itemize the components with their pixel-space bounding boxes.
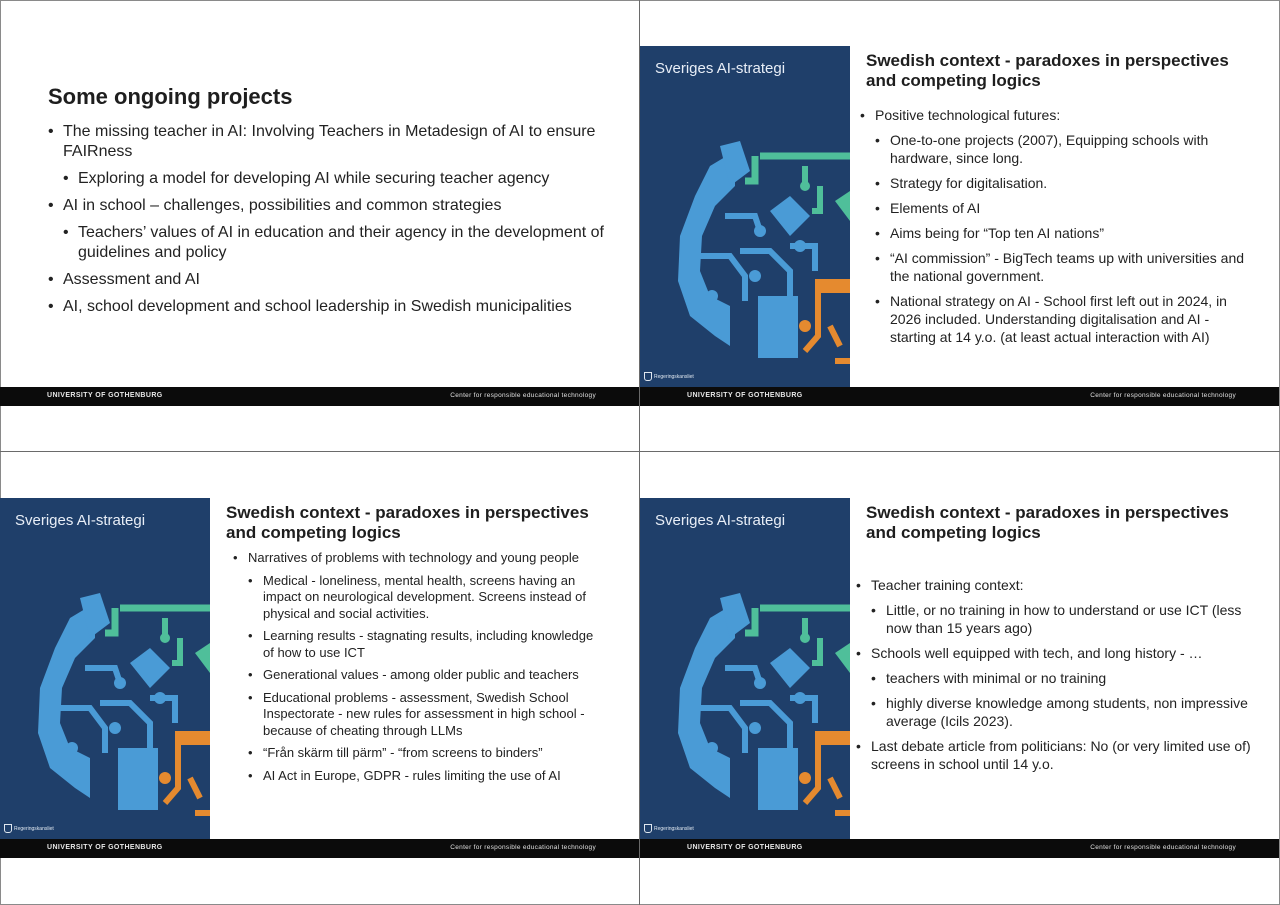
slide-1 bbox=[0, 0, 639, 451]
cover-logo bbox=[4, 824, 54, 833]
bullet-item: • Strategy for digitalisation. bbox=[875, 174, 1255, 192]
footer-bar bbox=[0, 839, 639, 858]
bullet-item: • Generational values - among older public and teachers bbox=[248, 667, 605, 684]
cover-logo bbox=[644, 824, 694, 833]
bullet-item: • Last debate article from politicians: No (or very limited use of) screens in school until 14 y.o. bbox=[856, 737, 1256, 773]
cover-image bbox=[640, 46, 850, 387]
crest-icon bbox=[644, 372, 652, 381]
bullet-list bbox=[233, 550, 605, 784]
cover-logo bbox=[644, 372, 694, 381]
footer-center: Center for responsible educational technology bbox=[450, 844, 596, 851]
bullet-list bbox=[856, 576, 1256, 773]
bullet-item: • Elements of AI bbox=[875, 199, 1255, 217]
slide-4 bbox=[640, 452, 1279, 903]
bullet-item: • highly diverse knowledge among students, non impressive average (Icils 2023). bbox=[871, 694, 1256, 730]
cover-image bbox=[640, 498, 850, 839]
bullet-list bbox=[48, 122, 618, 317]
bullet-item: • Narratives of problems with technology and young people bbox=[233, 550, 605, 567]
bullet-item: • Medical - loneliness, mental health, screens having an impact on neurological development. Screens instead of physical and social activities. bbox=[248, 573, 605, 623]
footer-university: UNIVERSITY OF GOTHENBURG bbox=[687, 844, 803, 851]
cover-title: Sveriges AI-strategi bbox=[655, 60, 786, 77]
footer-university: UNIVERSITY OF GOTHENBURG bbox=[47, 392, 163, 399]
crest-icon bbox=[4, 824, 12, 833]
slide-title: Swedish context - paradoxes in perspectives and competing logics bbox=[866, 51, 1229, 90]
ai-head-illustration bbox=[0, 498, 210, 838]
bullet-item: • One-to-one projects (2007), Equipping schools with hardware, since long. bbox=[875, 131, 1255, 167]
cover-title: Sveriges AI-strategi bbox=[15, 512, 146, 529]
bullet-item: • AI, school development and school leadership in Swedish municipalities bbox=[48, 297, 618, 317]
ai-head-illustration bbox=[640, 46, 850, 386]
footer-university: UNIVERSITY OF GOTHENBURG bbox=[687, 392, 803, 399]
slide-title: Some ongoing projects bbox=[48, 84, 293, 109]
bullet-item: • AI Act in Europe, GDPR - rules limiting the use of AI bbox=[248, 768, 605, 785]
footer-bar bbox=[640, 387, 1279, 406]
footer-center: Center for responsible educational technology bbox=[450, 392, 596, 399]
bullet-item: • The missing teacher in AI: Involving Teachers in Metadesign of AI to ensure FAIRness bbox=[48, 122, 618, 162]
slide-title: Swedish context - paradoxes in perspectives and competing logics bbox=[866, 503, 1229, 542]
bullet-item: • Exploring a model for developing AI while securing teacher agency bbox=[63, 169, 618, 189]
ai-head-illustration bbox=[640, 498, 850, 838]
footer-university: UNIVERSITY OF GOTHENBURG bbox=[47, 844, 163, 851]
cover-logo-text: Regeringskansliet bbox=[654, 373, 694, 380]
footer-bar bbox=[640, 839, 1279, 858]
bullet-item: • AI in school – challenges, possibilities and common strategies bbox=[48, 196, 618, 216]
bullet-item: • teachers with minimal or no training bbox=[871, 669, 1256, 687]
bullet-item: • Teacher training context: bbox=[856, 576, 1256, 594]
slide-3 bbox=[0, 452, 639, 903]
cover-logo-text: Regeringskansliet bbox=[654, 825, 694, 832]
bullet-item: • Little, or no training in how to understand or use ICT (less now than 15 years ago) bbox=[871, 601, 1256, 637]
bullet-item: • Educational problems - assessment, Swedish School Inspectorate - new rules for assessment in high school - because of cheating through LLMs bbox=[248, 690, 605, 740]
footer-center: Center for responsible educational technology bbox=[1090, 392, 1236, 399]
bullet-item: • Aims being for “Top ten AI nations” bbox=[875, 224, 1255, 242]
footer-bar bbox=[0, 387, 639, 406]
slide-2 bbox=[640, 0, 1279, 451]
bullet-item: • National strategy on AI - School first left out in 2024, in 2026 included. Understanding digitalisation and AI - starting at 14 y.o. (at least actual interaction with AI) bbox=[875, 292, 1255, 346]
bullet-item: • Positive technological futures: bbox=[860, 106, 1255, 124]
bullet-item: • Learning results - stagnating results, including knowledge of how to use ICT bbox=[248, 628, 605, 661]
cover-logo-text: Regeringskansliet bbox=[14, 825, 54, 832]
bullet-item: • Assessment and AI bbox=[48, 270, 618, 290]
crest-icon bbox=[644, 824, 652, 833]
bullet-item: • Teachers’ values of AI in education and their agency in the development of guidelines and policy bbox=[63, 223, 618, 263]
bullet-list bbox=[860, 106, 1255, 346]
slide-title: Swedish context - paradoxes in perspectives and competing logics bbox=[226, 503, 589, 542]
footer-center: Center for responsible educational technology bbox=[1090, 844, 1236, 851]
bullet-item: • “Från skärm till pärm” - “from screens to binders” bbox=[248, 745, 605, 762]
cover-title: Sveriges AI-strategi bbox=[655, 512, 786, 529]
cover-image bbox=[0, 498, 210, 839]
bullet-item: • Schools well equipped with tech, and long history - … bbox=[856, 644, 1256, 662]
bullet-item: • “AI commission” - BigTech teams up with universities and the national government. bbox=[875, 249, 1255, 285]
